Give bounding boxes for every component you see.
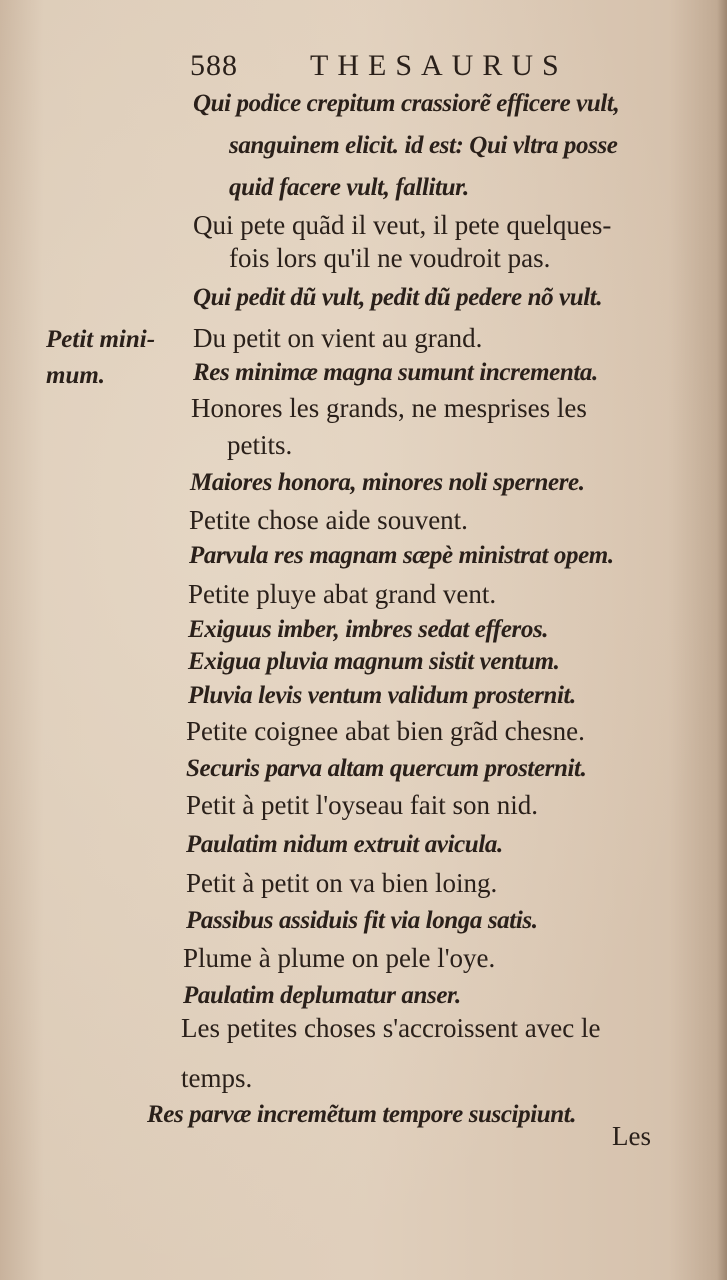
page-edge-shadow [717, 0, 727, 1280]
text-line: Paulatim deplumatur anser. [183, 982, 461, 1009]
text-line: Petit à petit l'oyseau fait son nid. [186, 790, 539, 820]
text-line: petits. [227, 430, 293, 460]
text-line: Du petit on vient au grand. [193, 323, 483, 353]
text-line: Exigua pluvia magnum sistit ventum. [188, 648, 560, 675]
text-line: fois lors qu'il ne voudroit pas. [229, 243, 551, 273]
text-line: Pluvia levis ventum validum prosternit. [188, 682, 576, 709]
text-line: Petite pluye abat grand vent. [188, 579, 497, 609]
text-line: Qui pete quãd il veut, il pete quelques- [193, 210, 612, 240]
page-header [190, 46, 630, 86]
text-line: Exiguus imber, imbres sedat efferos. [188, 616, 549, 643]
text-line: Securis parva altam quercum prosternit. [186, 755, 587, 782]
text-line: Parvula res magnam sæpè ministrat opem. [189, 542, 614, 569]
margin-note-line: Petit mini- [46, 326, 156, 353]
catchword: Les [612, 1121, 651, 1151]
text-line: Petite chose aide souvent. [189, 505, 468, 535]
text-line: Les petites choses s'accroissent avec le [181, 1013, 601, 1043]
text-line: Petit à petit on va bien loing. [186, 868, 498, 898]
page-number: 588 [190, 49, 238, 82]
margin-note-line: mum. [46, 362, 106, 389]
text-line: Qui pedit dũ vult, pedit dũ pedere nõ vult. [193, 284, 603, 311]
text-line: Plume à plume on pele l'oye. [183, 943, 496, 973]
text-line: Honores les grands, ne mesprises les [191, 393, 587, 423]
text-line: Res minimæ magna sumunt incrementa. [193, 359, 598, 386]
text-line: Passibus assiduis fit via longa satis. [186, 907, 538, 934]
margin-note [46, 322, 186, 394]
text-line: Qui podice crepitum crassiorẽ efficere vult, [193, 90, 620, 117]
text-line: temps. [181, 1063, 253, 1093]
text-line: sanguinem elicit. id est: Qui vltra posse [229, 132, 618, 159]
text-line: Maiores honora, minores noli spernere. [190, 469, 585, 496]
running-title: THESAURUS [310, 49, 568, 82]
text-line: Res parvæ incremẽtum tempore suscipiunt. [147, 1101, 577, 1128]
text-line: Paulatim nidum extruit avicula. [186, 831, 503, 858]
text-line: Petite coignee abat bien grãd chesne. [186, 716, 585, 746]
text-line: quid facere vult, fallitur. [229, 174, 469, 201]
